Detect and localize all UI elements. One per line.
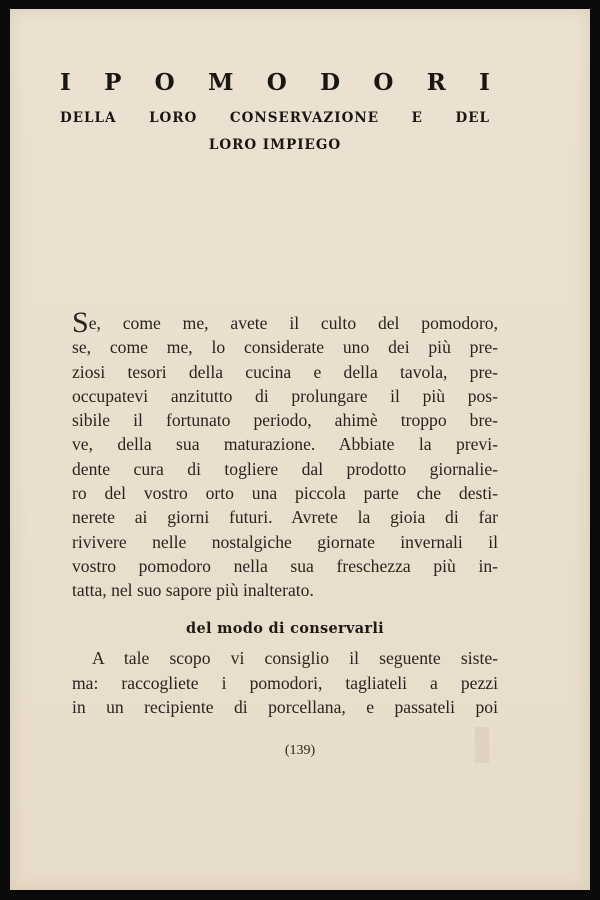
paragraph-line: ma: raccogliete i pomodori, tagliateli a pezzi bbox=[72, 672, 498, 693]
drop-cap: S bbox=[72, 306, 89, 339]
section-paragraph bbox=[72, 646, 498, 720]
title-letter: M bbox=[208, 69, 234, 96]
paragraph-line: in un recipiente di porcellana, e passateli poi bbox=[72, 697, 498, 717]
title-letter: P bbox=[104, 69, 122, 96]
book-page bbox=[10, 9, 590, 890]
title-letter: D bbox=[320, 69, 341, 96]
section-heading: del modo di conservarli bbox=[186, 620, 384, 637]
paragraph-line: se, come me, lo considerate uno dei più pre- bbox=[72, 337, 498, 358]
paragraph-line bbox=[72, 306, 498, 339]
title-letter: O bbox=[373, 69, 394, 96]
paragraph-line: nerete ai giorni futuri. Avrete la gioia di far bbox=[72, 507, 498, 528]
paragraph-line: rivivere nelle nostalgiche giornate invernali il bbox=[72, 531, 498, 552]
paragraph-line: occupatevi anzitutto di prolungare il più pos- bbox=[72, 385, 498, 406]
paragraph-line-text: e, come me, avete il culto del pomodoro, bbox=[88, 313, 498, 333]
paragraph-line: vostro pomodoro nella sua freschezza più in- bbox=[72, 555, 498, 576]
chapter-title bbox=[60, 69, 490, 96]
title-letter: I bbox=[479, 69, 490, 96]
page-number: (139) bbox=[284, 743, 316, 758]
paragraph-line: ro del vostro orto una piccola parte che desti- bbox=[72, 483, 498, 504]
paragraph-line: A tale scopo vi consiglio il seguente siste- bbox=[92, 648, 498, 668]
intro-paragraph bbox=[72, 306, 498, 603]
title-letter: O bbox=[266, 69, 287, 96]
paragraph-line: tatta, nel suo sapore più inalterato. bbox=[72, 580, 314, 601]
paragraph-line: dente cura di togliere dal prodotto giornalie- bbox=[72, 458, 498, 479]
title-letter: I bbox=[60, 69, 71, 96]
paragraph-line: ziosi tesori della cucina e della tavola, pre- bbox=[72, 361, 498, 382]
chapter-subtitle-line-2: LORO IMPIEGO bbox=[208, 137, 342, 153]
chapter-subtitle-line-1: DELLA LORO CONSERVAZIONE E DEL bbox=[60, 110, 490, 126]
title-letter: R bbox=[426, 69, 446, 96]
paragraph-line: sibile il fortunato periodo, ahimè troppo bre- bbox=[72, 410, 498, 431]
paragraph-line: ve, della sua maturazione. Abbiate la previ- bbox=[72, 434, 498, 455]
title-letter: O bbox=[154, 69, 175, 96]
